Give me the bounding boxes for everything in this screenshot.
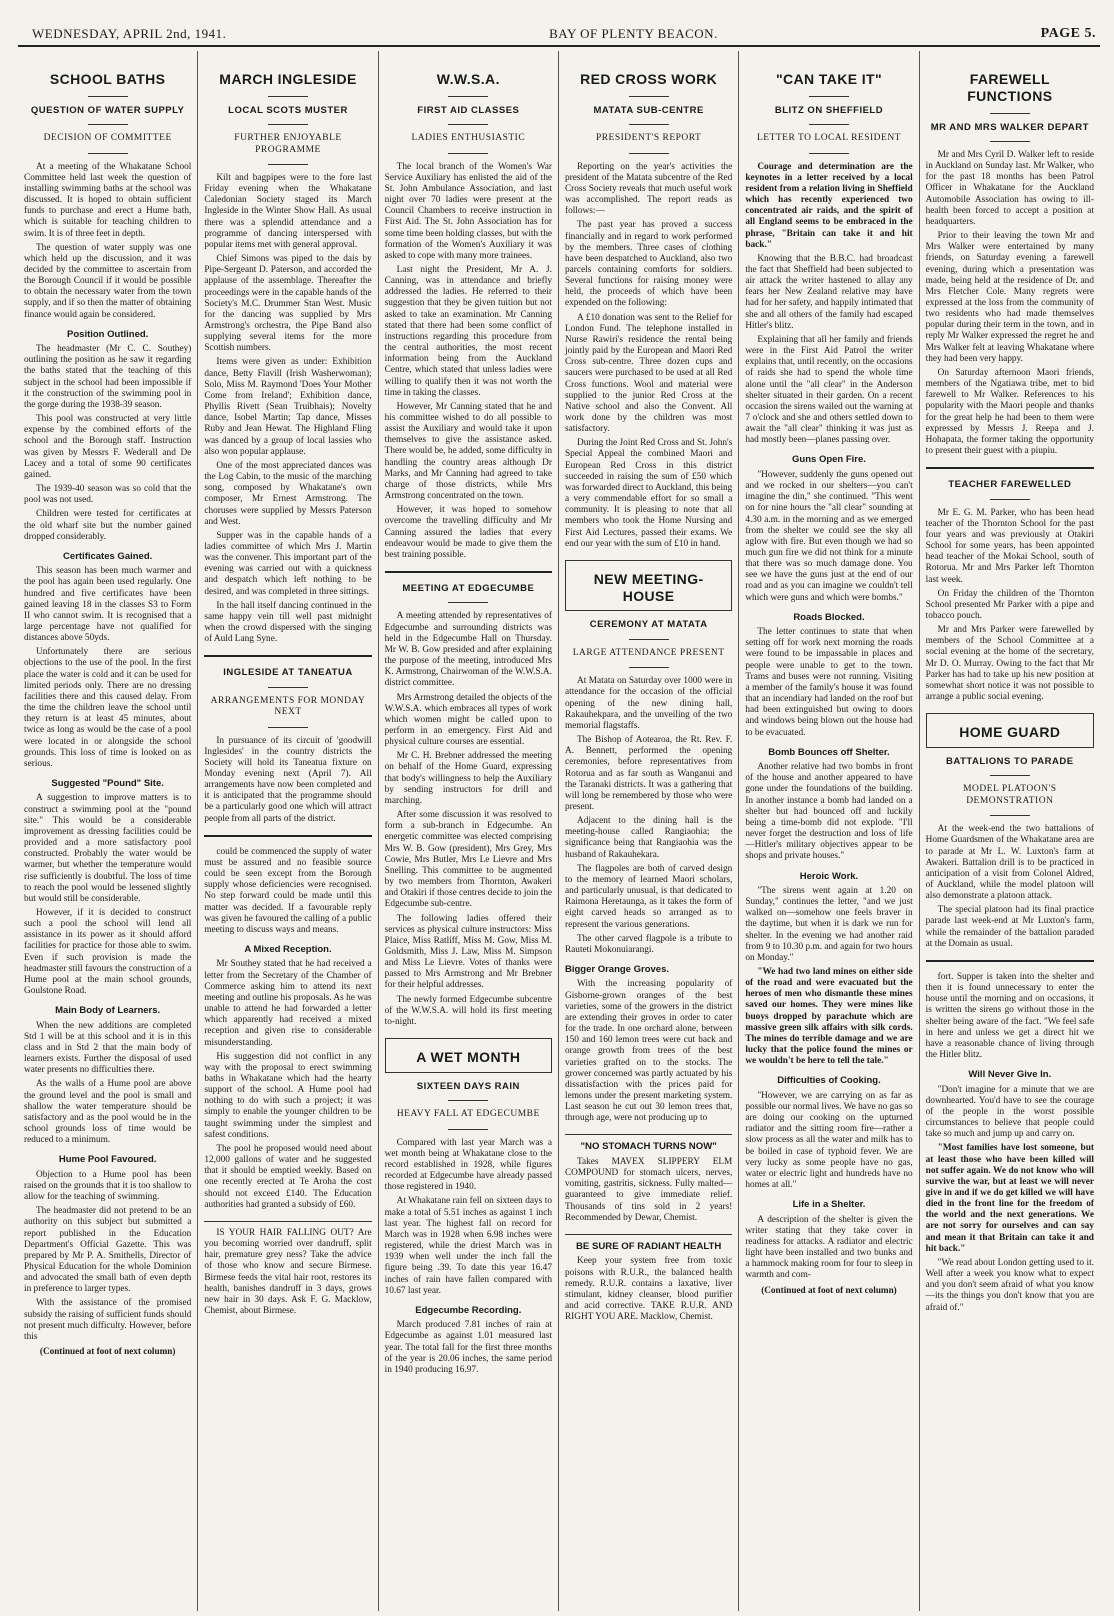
paragraph: With the assistance of the promised subsidy the raising of sufficient funds should not present much difficulty. However, before this: [24, 1298, 192, 1342]
ad-text: Keep your system free from toxic poisons with R.U.R., the balanced health remedy. R.U.R. contains a laxative, liver stimulant, kidney cleanser, blood purifier and acid corrective. TAKE R.U.R. AND RIGHT YOU ARE. Macklow, Chemist.: [564, 1256, 733, 1323]
headline-box: [926, 713, 1094, 748]
deck: LETTER TO LOCAL RESIDENT: [756, 133, 901, 144]
subheading: A Mixed Reception.: [244, 944, 332, 956]
paragraph: The letter continues to state that when setting off for work next morning the roads were found to be impassable in places and people were unable to get to the town. Trams and buses were not running. Visiting a member of the family's house it was found that an incendiary had landed on the roof but had been extinguished but owing to doors and windows being blown out the house had to be evacuated.: [745, 627, 913, 738]
paragraph: Compared with last year March was a wet month being at Whakatane close to the record established in 1928, while figures recorded at Edgecumbe have already passed those registered in 1940.: [384, 1137, 552, 1193]
deck: MATATA SUB-CENTRE: [593, 104, 704, 116]
subheading: Bigger Orange Groves.: [564, 964, 669, 976]
headline-farewell-functions: FAREWELL FUNCTIONS: [967, 71, 1053, 104]
column-farewell-functions: [920, 51, 1100, 1611]
paragraph: "However, suddenly the guns opened out and we rocked in our shelters—you can't imagine the din," she continued. "This went on for nine hours the "all clear" sounding at 4.30 a.m. in the morning and as we emerged from the shelter we could see the sky all aglow with fire. But even though we had so much gun fire we did not think for a minute that there was so much damage done. You see we have the guns just at the end of our road and as you can imagine we couldn't tell which were guns and which were bombs.": [745, 469, 913, 603]
headline-new-meeting-house: NEW MEETING-HOUSE: [593, 570, 704, 604]
paragraph: Adjacent to the dining hall is the meeting-house called Rangiaohia; the significance being that Rangiaohia was the husband of Rakauhekara.: [564, 816, 733, 860]
paragraph: Chief Simons was piped to the dais by Pipe-Sergeant D. Paterson, and accorded the applause of the assemblage. Thereafter the proceedings were in the capable hands of the Society's M.C. Drummer Stan West. Music for the dancing was supplied by Mrs Armstrong's orchestra, the Pipe Band also supplying several items for the more Scottish numbers.: [204, 254, 372, 354]
continuation-note: (Continued at foot of next column): [39, 1346, 176, 1357]
paragraph: A £10 donation was sent to the Relief for London Fund. The telephone installed in Nurse Rawiri's residence the rental being jointly paid by the European and Maori Red Cross sub-centre. Three dozen cups and saucers were purchased to be used at all Red Cross functions. Wool and material were supplied to the junior Red Cross at the Native school and also the Convent. All work done by the children was most satisfactory.: [564, 312, 733, 435]
headline-red-cross: RED CROSS WORK: [580, 71, 718, 87]
subheading: Position Outlined.: [67, 328, 149, 340]
paragraph: Explaining that all her family and friends were in the First Aid Patrol the writer explains that, until recently, on the occasions of raids she had to spend the whole time alone until the "all clear" in the Anderson shelter situated in their garden. On a recent occasion the sirens wailed out the warning at 7 o'clock and she and others settled down to await the "all clear" thinking it was just as had mostly been—planes passing over.: [745, 334, 913, 446]
paragraph: "However, we are carrying on as far as possible our normal lives. We have no gas so are doing our cooking on the upturned radiator and the sitting room fire—rather a slow process as all the water and milk has to be boiled in case of typhoid fever. We are very lucky as some people have no gas, water or electric light and hundreds have no homes at all.": [745, 1090, 913, 1191]
deck: DECISION OF COMMITTEE: [43, 133, 172, 144]
paragraph: As the walls of a Hume pool are above the ground level and the pool is small and shallow the water temperature should be satisfactory and as the pool would be in the school grounds loss of time would be reduced to a minimum.: [24, 1079, 192, 1146]
headline-ingleside-taneatua: INGLESIDE AT TANEATUA: [223, 667, 353, 679]
deck: BATTALIONS TO PARADE: [946, 756, 1074, 768]
deck: PRESIDENT'S REPORT: [595, 133, 702, 144]
paragraph: Mr E. G. M. Parker, who has been head teacher of the Thornton School for the past four years and was previously at Otakiri School for some years, has been appointed head teacher of the Mokai School, south of Rotorua. Mr and Mrs Parker left Thornton last week.: [925, 507, 1094, 585]
paragraph: March produced 7.81 inches of rain at Edgecumbe as against 1.01 measured last year. The total fall for the first three months of the year is 20.06 inches, the same period in 1940 producing 16.97.: [384, 1320, 552, 1375]
paragraph: Last night the President, Mr A. J. Canning, was in attendance and briefly addressed the ladies. He referred to their suggestion that they be given tuition but not asked to take an examination. Mr Canning stated that there had been some conflict of instructions regarding this procedure from the central authorities, the most recent information being from the Auckland Centre, which stated that unless ladies were willing to qualify then it was not worth the time in taking the classes.: [384, 264, 552, 398]
paragraph: In pursuance of its circuit of 'goodwill Inglesides' in the country districts the Society will hold its Taneatua fixture on Monday evening next (April 7). All arrangements have now been completed and it is anticipated that the programme should be a particularly good one which will attract people from all parts of the district.: [204, 735, 372, 824]
paragraph: Items were given as under: Exhibition dance, Betty Flavill (Irish Washerwoman); Solo, Miss M. Raymond 'Does Your Mother Come from Ireland'; Exhibition dance, Phyllis Rivett (Sean Truibhais); Novelty dance, Isobel Martin; Tap dance, Misses Ruby and Jean Hewat. The Highland Fling was danced by a group of local lassies who also won popular applause.: [204, 357, 372, 457]
paragraph: "The sirens went again at 1.20 on Sunday," continues the letter, "and we just walked on—somehow one feels braver in the daytime, but when it is dark we run for shelter. In the evening we had another raid from 9 to 10.30 p.m. and again for two hours on Monday.": [745, 885, 913, 963]
deck: MODEL PLATOON'S DEMONSTRATION: [963, 784, 1057, 806]
paragraph: The headmaster (Mr C. C. Southey) outlining the position as he saw it regarding the baths stated that the teaching of this subject in the school had been impossible if it the construction of the swimming pool in the gorge during the 1938-39 season.: [24, 344, 192, 410]
paragraph: Reporting on the year's activities the president of the Matata subcentre of the Red Cross Society reveals that much useful work was accomplished. The report reads as follows:—: [564, 161, 733, 217]
paragraph: The past year has proved a success financially and in regard to work performed by the members. Three cases of clothing have been despatched to Auckland, also two parcels containing comforts for soldiers. Several functions for raising money were held, the proceeds of which have been expended on the following:: [564, 220, 733, 309]
headline-school-baths: SCHOOL BATHS: [49, 71, 166, 87]
paragraph: Objection to a Hume pool has been raised on the grounds that it is too shallow to allow for the teaching of swimming.: [24, 1169, 192, 1203]
subheading: Certificates Gained.: [63, 550, 153, 562]
headline-meeting-edgecumbe: MEETING AT EDGECUMBE: [402, 583, 535, 595]
paragraph: The newly formed Edgecumbe subcentre of the W.W.S.A. will hold its first meeting to-night.: [384, 994, 552, 1027]
paragraph: fort. Supper is taken into the shelter and then it is found unnecessary to enter the house until the morning and on occasions, it is written the sirens go without those in the shelter being aware of the fact. "We feel safe in here and unless we get a direct hit we have a reasonable chance of living through the Hitler blitz.: [925, 971, 1094, 1061]
paragraph: The special platoon had its final practice parade last week-end at Mr Luxton's farm, while the remainder of the battalion paraded at the Domain as usual.: [925, 905, 1094, 949]
column-red-cross: [559, 51, 739, 1611]
column-school-baths: [18, 51, 198, 1611]
paragraph: The headmaster did not pretend to be an authority on this subject but submitted a report published in the Education Department's Official Gazette. This was prepared by Mr P. A. Smithells, Director of Physical Education for the whole Dominion and advocated the small bath of even depth in preference to larger types.: [24, 1206, 192, 1295]
paper-name: BAY OF PLENTY BEACON.: [549, 26, 718, 41]
page-number: PAGE 5.: [1040, 26, 1096, 41]
headline-teacher-farewelled: TEACHER FAREWELLED: [948, 479, 1072, 491]
paragraph: Mr Southey stated that he had received a letter from the Secretary of the Chamber of Commerce asking him to attend its next meeting and outline his proposals. As he was unable to attend he had forwarded a letter which apparently had received a mixed reception and given rise to considerable misunderstanding.: [204, 959, 372, 1048]
headline-march-ingleside: MARCH INGLESIDE: [219, 71, 357, 87]
subheading: Difficulties of Cooking.: [777, 1075, 881, 1087]
paragraph: The other carved flagpole is a tribute to Rauteti Mokonuiarangi.: [564, 933, 733, 955]
paragraph: "We had two land mines on either side of the road and were evacuated but the heroes of men who dismantle these mines saved our homes. They were mines like buoys dropped by parachute which are massive green silk affairs with silk cords. The mines do terrible damage and we are lucky that the police found the mines or we wouldn't be here to tell the tale.": [745, 966, 913, 1067]
paragraph: After some discussion it was resolved to form a sub-branch in Edgecumbe. An energetic committee was elected comprising Mrs W. B. Gow (president), Mrs Grey, Mrs Cowie, Mrs Butler, Mrs Le Lievre and Mrs Snelling. This committee to be augmented by two members from Thornton, Awakeri and Otakiri if those centres decide to join the Edgecumbe sub-centre.: [384, 810, 552, 910]
paragraph: Another relative had two bombs in front of the house and another appeared to have gone under the foundations of the building. In another instance a bomb had landed on a shelter but had bounced off and luckily being a time-bomb did not explode. "I'll never forget the destruction and loss of life—Hitler's military objectives appear to be shops and private houses.": [745, 762, 913, 862]
deck: FIRST AID CLASSES: [417, 104, 520, 116]
paragraph: Courage and determination are the keynotes in a letter received by a local resident from a relation living in Sheffield which has recently experienced two concentrated air raids, and the spirit of all England seems to be embraced in the phrase, "Britain can take it and hit back.": [745, 161, 913, 250]
deck: MR AND MRS WALKER DEPART: [930, 121, 1089, 133]
article-columns: [18, 51, 1100, 1611]
paragraph: During the Joint Red Cross and St. John's Special Appeal the combined Maori and European Red Cross in this district succeeded in raising the sum of £50 which was forwarded direct to Auckland, this being a very commendable effort for so small a community. It is pleasing to note that all members who took the Home Nursing and First Aid Lectures, passed their exams. We end our year with the sum of £10 in hand.: [564, 438, 733, 549]
subheading: Suggested "Pound" Site.: [51, 778, 164, 790]
headline-can-take-it: "CAN TAKE IT": [775, 71, 883, 87]
paragraph: When the new additions are completed Std 1 will be at this school and it is in this class and in Std 2 that the main body of learners exists. Further the disposal of used water presents no difficulties there.: [24, 1020, 192, 1076]
issue-date: WEDNESDAY, APRIL 2nd, 1941.: [32, 26, 227, 41]
paragraph: Mr C. H. Brebner addressed the meeting on behalf of the Home Guard, expressing that body's willingness to help the Auxiliary by sending instructors for drill and marching.: [384, 751, 552, 806]
paragraph: Kilt and bagpipes were to the fore last Friday evening when the Whakatane Caledonian Society staged its March Ingleside in the Winter Show Hall. As usual there was a splendid attendance and a programme of dancing interspersed with popular items met with general approval.: [204, 172, 372, 250]
headline-wet-month: A WET MONTH: [416, 1049, 521, 1066]
paragraph: His suggestion did not conflict in any way with the proposal to erect swimming baths in Whakatane which had the hearty support of the school. A Hume pool had nothing to do with such a project; it was simply to enable the younger children to be taught swimming under the simplest and safest conditions.: [204, 1051, 372, 1140]
headline-home-guard: HOME GUARD: [959, 724, 1061, 741]
paragraph: With the increasing popularity of Gisborne-grown oranges of the best varieties, some of the growers in the district are extending their groves in order to cater for the trade. In one orchard alone, between 150 and 160 lemon trees were cut back and orange growth from trees of the best varieties grafted on to the stocks. The grower concerned was partly actuated by his dissatisfaction with the prices paid for lemons under the present marketing system. Last season he cut out 30 lemon trees that, through age, were not producing up to: [564, 979, 733, 1124]
continuation-note: (Continued at foot of next column): [761, 1284, 897, 1295]
subheading: Heroic Work.: [799, 870, 859, 882]
deck: LOCAL SCOTS MUSTER: [228, 104, 348, 116]
ad-heading: BE SURE OF RADIANT HEALTH: [575, 1240, 722, 1252]
subheading: Main Body of Learners.: [55, 1005, 161, 1017]
advertisement-mavex: [565, 1134, 732, 1223]
paragraph: This season has been much warmer and the pool has again been used regularly. One hundred and five certificates have been gained leaving 18 in the classes S3 to Form II who cannot swim. It is recognised that a large percentage have not qualified for distances above 50yds.: [24, 566, 192, 644]
paragraph: A description of the shelter is given the writer stating that they take cover in readiness for attacks. A radiator and electric light have been installed and two bunks and a hammock making room for four to sleep in warmth and com-: [745, 1214, 913, 1281]
paragraph: The following ladies offered their services as physical culture instructors: Miss Plaice, Miss Ratliff, Miss M. Gow, Miss M. Goldsmith, Miss J. Law, Miss M. Simpson and Miss Le Lievre. Votes of thanks were passed to Mrs Armstrong and Mr Brebner for their helpful addresses.: [384, 913, 552, 991]
headline-wwsa: W.W.S.A.: [436, 71, 500, 87]
ad-text: Takes MAVEX SLIPPERY ELM COMPOUND for stomach ulcers, nerves, vomiting, gastritis, sickness. Fully malted—guaranteed to give immediate relief. Thousands of tins sold in 2 years! Recommended by Dewar, Chemist.: [564, 1156, 733, 1223]
subheading: Edgecumbe Recording.: [415, 1304, 522, 1316]
deck: LADIES ENTHUSIASTIC: [411, 133, 526, 144]
paragraph: The local branch of the Women's War Service Auxiliary has enlisted the aid of the St. John Ambulance Association, and last night over 70 ladies were present at the Council Chambers to receive instruction in First Aid. The St. John Association has for some time been holding classes, but with the formation of the Women's Auxiliary it was asked to cope with many more trainees.: [384, 161, 552, 261]
paragraph: Unfortunately there are serious objections to the use of the pool. In the first place the water is cold and it can be used for limited periods only. There are no dressing facilities there and this caused delay. From the time the children leave the school until they return is at least 45 minutes, about twice as long as would be the case of a pool were located in or alongside the school grounds. This loss of time is looked on as serious.: [24, 647, 192, 769]
column-can-take-it: [739, 51, 919, 1611]
deck: LARGE ATTENDANCE PRESENT: [572, 647, 725, 658]
paragraph: The flagpoles are both of carved design to the memory of learned Maori scholars, and particularly unusual, is that dedicated to Raimona Heretaunga, as it takes the form of eight carved heads so arranged as to represent the various generations.: [564, 863, 733, 930]
advertisement-rur: [565, 1234, 732, 1323]
column-march-ingleside: [198, 51, 378, 1611]
paragraph: The Bishop of Aotearoa, the Rt. Rev. F. A. Bennett, performed the opening ceremonies, before representatives from Rotorua and as far south as Wanganui and the Taranaki districts. It was a gathering that will long be remembered by those who were present.: [564, 735, 733, 812]
subheading: Life in a Shelter.: [792, 1199, 866, 1211]
paragraph: At a meeting of the Whakatane School Committee held last week the question of installing swimming baths at the school was discussed. It is hoped to obtain sufficient funds to purchase and erect a Hume bath, which is suitable for teaching children to swim. It is of three feet in depth.: [24, 161, 192, 239]
deck: CEREMONY AT MATATA: [589, 619, 708, 631]
deck: FURTHER ENJOYABLE PROGRAMME: [234, 133, 342, 155]
paragraph: The pool he proposed would need about 12,000 gallons of water and he suggested that it should be emptied weekly. Based on one recently erected at Te Aroha the cost should not exceed £140. The Education authorities had granted a subsidy of £60.: [204, 1143, 372, 1210]
paragraph: In the hall itself dancing continued in the same happy vein till well past midnight when the crowd dispersed with the singing of Auld Lang Syne.: [204, 600, 372, 645]
paragraph: However, if it is decided to construct such a pool the school will lend all assistance in its power as it should afford facilities for practice for those able to swim. Even if such provision is made the headmaster still favours the construction of a Hume pool at the main school grounds, Goulstone Road.: [24, 907, 192, 997]
subheading: Bomb Bounces off Shelter.: [768, 746, 890, 758]
paragraph: The 1939-40 season was so cold that the pool was not used.: [24, 484, 192, 506]
deck: ARRANGEMENTS FOR MONDAY NEXT: [210, 695, 366, 718]
headline-box: [385, 1038, 552, 1073]
deck: HEAVY FALL AT EDGECUMBE: [396, 1109, 540, 1120]
subheading: Will Never Give In.: [968, 1069, 1052, 1081]
masthead: [18, 22, 1100, 47]
subheading: Roads Blocked.: [793, 611, 865, 623]
deck: BLITZ ON SHEFFIELD: [774, 104, 884, 116]
ad-heading: "NO STOMACH TURNS NOW": [580, 1141, 717, 1153]
paragraph: A meeting attended by representatives of Edgecumbe and surrounding districts was held in the Edgecumbe Hall on Thursday. Mr W. B. Gow presided and after explaining the purpose of the meeting, introduced Mrs K. Armstrong, Chairwoman of the W.W.S.A. district committee.: [384, 611, 552, 689]
paragraph: Mr and Mrs Cyril D. Walker left to reside in Auckland on Sunday last. Mr Walker, who for the past 18 months has been Patrol Officer in Whakatane for the Auckland Automobile Association has owing to ill-health been forced to accept a position at headquarters.: [925, 149, 1094, 227]
paragraph: However, it was hoped to somehow overcome the travelling difficulty and Mr Canning assured the ladies that every endeavour would be made to give them the best training possible.: [384, 505, 552, 560]
paragraph: One of the most appreciated dances was the Log Cabin, to the music of the marching song, composed by Whakatane's own composer, Mr Ernest Armstrong. The choruses were supplied by Messrs Paterson and West.: [204, 460, 372, 527]
paragraph: Mrs Armstrong detailed the objects of the W.W.S.A. which embraces all types of work which women might be called upon to perform in an emergency. First Aid and physical culture courses are essential.: [384, 692, 552, 748]
deck: SIXTEEN DAYS RAIN: [416, 1080, 520, 1092]
paragraph: At Whakatane rain fell on sixteen days to make a total of 5.51 inches as against 1 inch last year. The highest fall on record for March was in 1928 when 6.98 inches were registered, while the driest March was in 1939 when well under the inch fall the figure being .39. To date this year 16.47 inches of rain have fallen compared with 10.67 last year.: [384, 1196, 552, 1296]
paragraph: Prior to their leaving the town Mr and Mrs Walker were entertained by many friends, on Saturday evening a farewell evening, during which a presentation was made, being held at the residence of Dr. and Mrs Fletcher Cole. Many regrets were expressed at the loss from the community of two residents who had made themselves popular during their term in the town, and in reply Mr Walker expressed the regret he and Mrs Walker felt at leaving Whakatane where they had been very happy.: [925, 231, 1094, 364]
subheading: Hume Pool Favoured.: [58, 1154, 157, 1166]
paragraph: Knowing that the B.B.C. had broadcast the fact that Sheffield had been subjected to air attack the writer hastened to allay any fears her New Zealand relative may have had for her safety, and happily intimated that she and all others of the family had escaped Hitler's blitz.: [745, 253, 913, 331]
headline-box: [565, 560, 732, 612]
paragraph: However, Mr Canning stated that he and his committee wished to do all possible to assist the Auxiliary and would take it upon themselves to give the assistance asked. There would be, he added, some difficulty in handling the country areas although Dr Marks, and Mr Canning had agreed to take charge of those districts, while Mrs Armstrong concentrated on the town.: [384, 401, 552, 502]
advertisement-birmese: [204, 1221, 371, 1317]
paragraph: "Don't imagine for a minute that we are downhearted. You'd have to see the courage of the people in the worst possible circumstances to believe that people could take so much and jump up and carry on.: [925, 1084, 1094, 1140]
paragraph: At Matata on Saturday over 1000 were in attendance for the occasion of the official opening of the new dining hall, Rakauhekpara, and the unveiling of the two memorial flagstaffs.: [564, 676, 733, 731]
paragraph: "Most families have lost someone, but at least those who have been killed will not suffer again. We do not know who will survive the war, but at least we will never give in and if we do get killed we will have died in the front line for the freedom of the world and the next generations. We are not sorry for ourselves and can say and mean it that Britain can take it and hit back.": [925, 1143, 1094, 1254]
deck: QUESTION OF WATER SUPPLY: [30, 104, 185, 116]
paragraph: A suggestion to improve matters is to construct a swimming pool at the "pound site." This would be a considerable improvement as dressing facilities could be provided and a more satisfactory pool constructed. Probably the water would be warmer, but whether the temperature would rise sufficiently is doubtful. The loss of time to reach the pool would be lessened slightly but would still be considerable.: [24, 793, 192, 904]
paragraph: On Saturday afternoon Maori friends, members of the Ngatiawa tribe, met to bid farewell to Mr Walker. References to his popularity with the Maori people and thanks for the great help he had been to them were expressed by Messrs J. Reepa and J. Hohapata, the former taking the opportunity to present their guest with a piupiu.: [925, 367, 1094, 457]
paragraph: Mr and Mrs Parker were farewelled by members of the School Committee at a social evening at the home of the secretary, Mr D. O. Murray. Owing to the fact that Mr Parker has had to take up his new position at somewhat short notice it was not possible to arrange a public social evening.: [925, 625, 1094, 703]
paragraph: The question of water supply was one which held up the discussion, and it was decided by the committee to ascertain from the Borough Council if it would be possible to obtain the necessary water from the town supply, and if so then the matter of obtaining finance would again be considered.: [24, 242, 192, 320]
ad-text: IS YOUR HAIR FALLING OUT? Are you becoming worried over dandruff, split hair, premature grey ness? Take the advice of those who know and secure Birmese. Birmese feeds the vital hair root, restores its health, banishes dandruff in 3 days, grows new hair in 30 days. Ask F. G. Macklow, Chemist, about Birmese.: [204, 1227, 372, 1316]
paragraph: Children were tested for certificates at the old wharf site but the number gained dropped considerably.: [24, 509, 192, 542]
paragraph: This pool was constructed at very little expense by the combined efforts of the school and the Borough staff. Instruction was given by Messrs F. Wederall and De Lacey and a total of some 90 certificates gained.: [24, 414, 192, 480]
column-wwsa: [379, 51, 559, 1611]
subheading: Guns Open Fire.: [792, 454, 866, 466]
paragraph: Supper was in the capable hands of a ladies committee of which Mrs J. Martin was the convener. This important part of the evening was carried out with a quickness and despatch which left nothing to be desired, and was completed in three sittings.: [204, 530, 372, 597]
paragraph: "We read about London getting used to it. Well after a week you know what to expect and you don't seem afraid of what you know—its the things you don't know that you are afraid of.": [925, 1257, 1094, 1313]
paragraph: At the week-end the two battalions of Home Guardsmen of the Whakatane area are to parade at Mr L. W. Luxton's farm at Awakeri. Battalion drill is to be practiced in anticipation of a visit from Colonel Aldred, of Auckland, while the model platoon will also demonstrate a platoon attack.: [925, 824, 1094, 902]
paragraph: could be commenced the supply of water must be assured and no feasible source could be seen except from the Borough supply whose deficiencies were recognised. No step forward could be made until this matter was decided. If a favourable reply was given he favoured the calling of a public meeting to discuss ways and means.: [204, 846, 372, 935]
paragraph: On Friday the children of the Thornton School presented Mr Parker with a pipe and tobacco pouch.: [925, 588, 1094, 621]
